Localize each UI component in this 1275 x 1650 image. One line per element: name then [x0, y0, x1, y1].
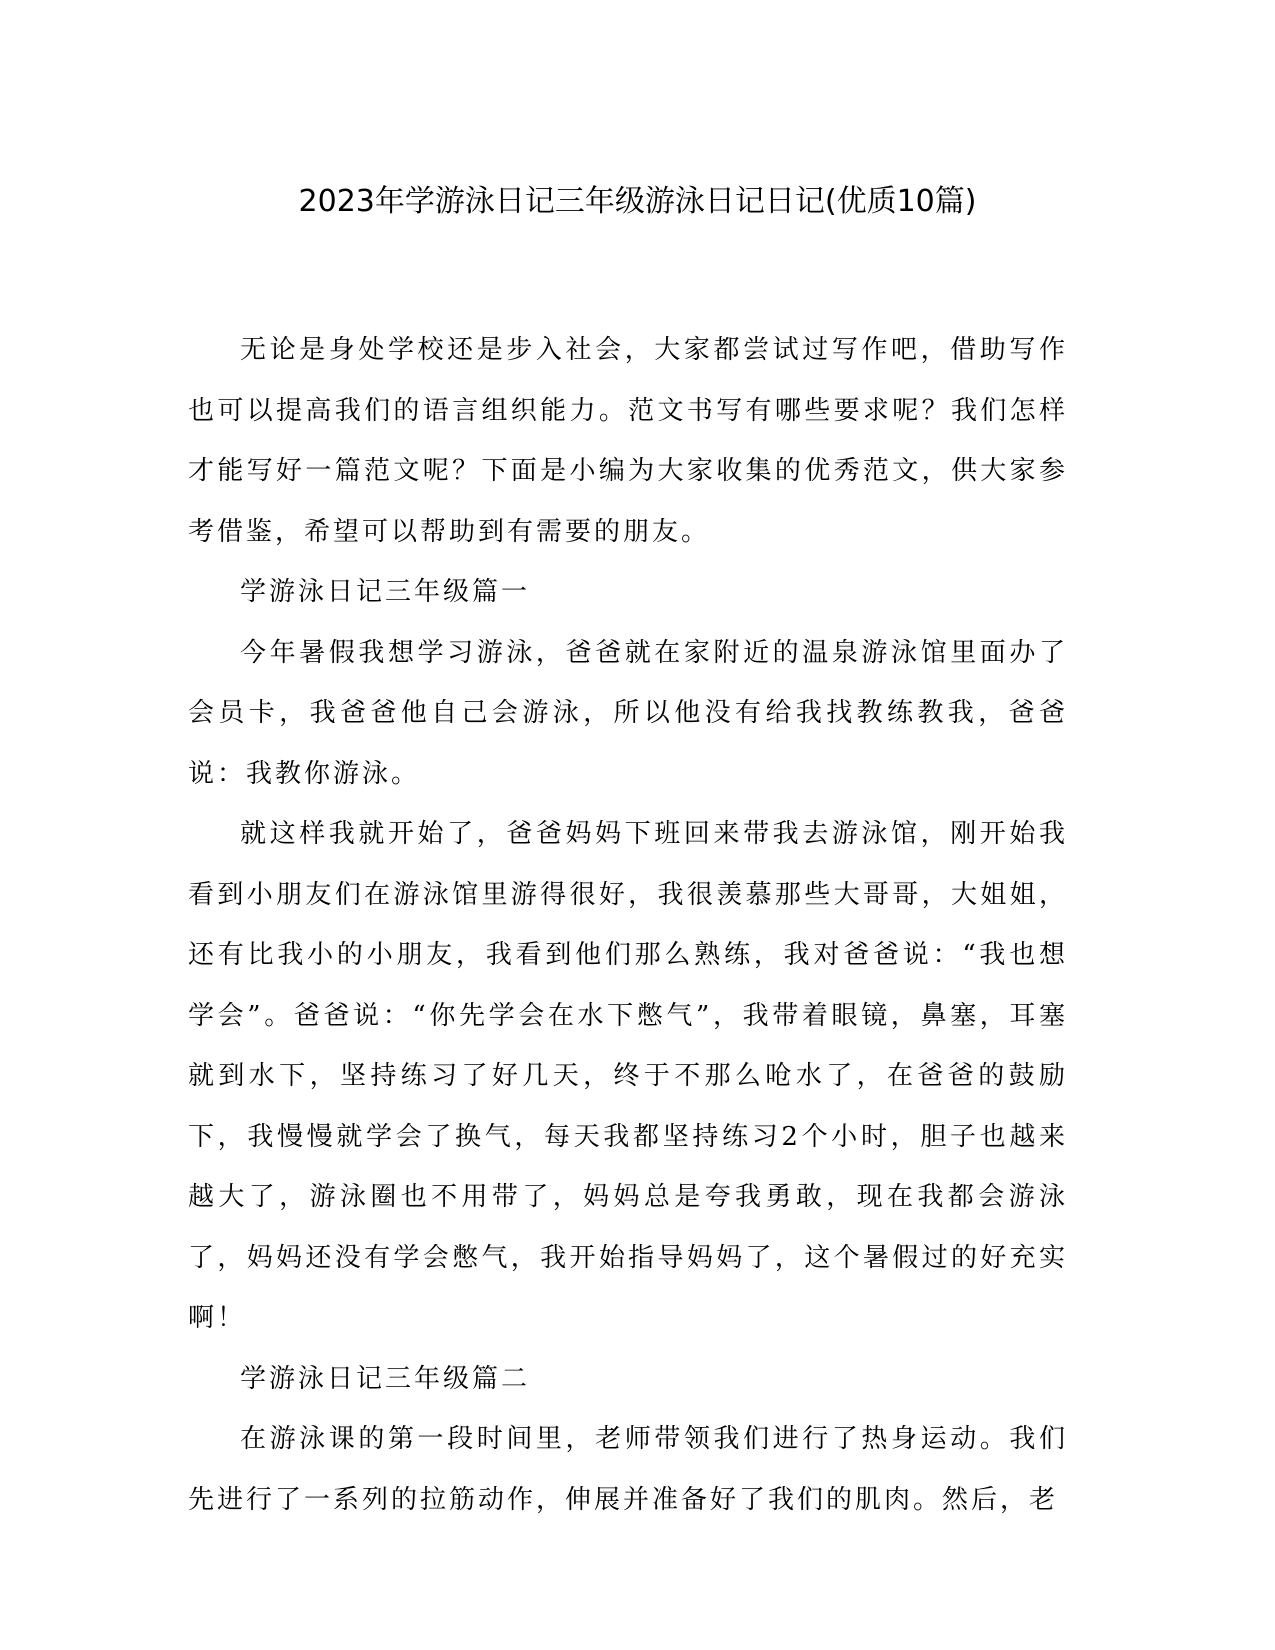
intro-paragraph: 无论是身处学校还是步入社会，大家都尝试过写作吧，借助写作也可以提高我们的语言组织能力。范文书写有哪些要求呢？我们怎样才能写好一篇范文呢？下面是小编为大家收集的优秀范文，供大家参考借鉴，希望可以帮助到有需要的朋友。	[188, 335, 1068, 547]
section-heading-2: 学游泳日记三年级篇二	[240, 1363, 531, 1394]
section-1-paragraph-2: 就这样我就开始了，爸爸妈妈下班回来带我去游泳馆，刚开始我看到小朋友们在游泳馆里游得很好，我很羡慕那些大哥哥，大姐姐，还有比我小的小朋友，我看到他们那么熟练，我对爸爸说：“我也想学会”。爸爸说：“你先学会在水下憋气”，我带着眼镜，鼻塞，耳塞就到水下，坚持练习了好几天，终于不那么呛水了，在爸爸的鼓励下，我慢慢就学会了换气，每天我都坚持练习2个小时，胆子也越来越大了，游泳圈也不用带了，妈妈总是夸我勇敢，现在我都会游泳了，妈妈还没有学会憋气，我开始指导妈妈了，这个暑假过的好充实啊！	[188, 819, 1068, 1333]
section-2-paragraph-1: 在游泳课的第一段时间里，老师带领我们进行了热身运动。我们先进行了一系列的拉筋动作，伸展并准备好了我们的肌肉。然后，老	[188, 1424, 1068, 1515]
document-title: 2023年学游泳日记三年级游泳日记日记(优质10篇)	[298, 184, 977, 219]
section-heading-1: 学游泳日记三年级篇一	[240, 577, 531, 607]
document-body	[188, 320, 1068, 1530]
section-1-paragraph-1: 今年暑假我想学习游泳，爸爸就在家附近的温泉游泳馆里面办了会员卡，我爸爸他自己会游泳，所以他没有给我找教练教我，爸爸说：我教你游泳。	[188, 637, 1068, 789]
